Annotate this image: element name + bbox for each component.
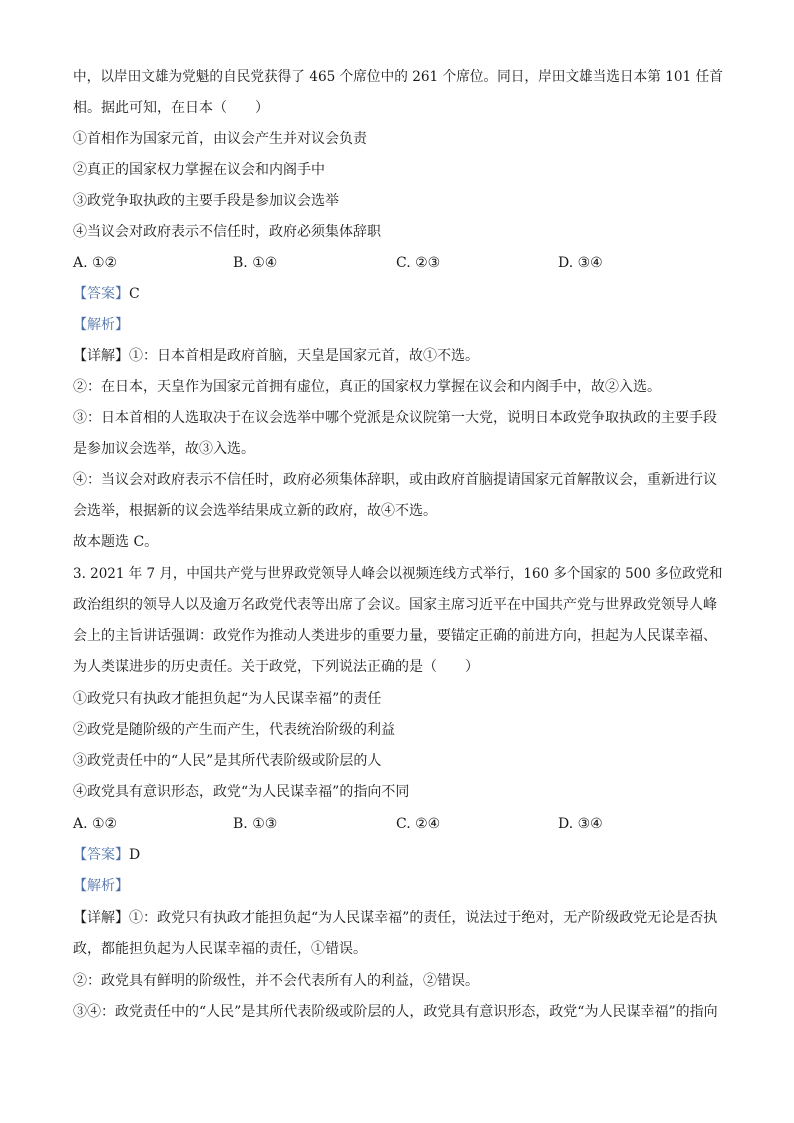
q3-statement-3: ③政党责任中的“人民”是其所代表阶级或阶层的人	[73, 753, 382, 769]
q3-stem-line-1: 3. 2021 年 7 月，中国共产党与世界政党领导人峰会以视频连线方式举行，160 多个国家的 500 多位政党和	[73, 566, 723, 582]
q2-detail-line-2: ②：在日本，天皇作为国家元首拥有虚位，真正的国家权力掌握在议会和内阁手中，故②入选。	[73, 379, 661, 395]
q2-detail-line-7: 故本题选 C。	[73, 534, 159, 550]
q3-stem-line-4: 为人类谋进步的历史责任。关于政党，下列说法正确的是（ ）	[73, 659, 479, 675]
q2-option-b: B. ①④	[233, 255, 278, 271]
q2-detail-line-4: 是参加议会选举，故③入选。	[73, 441, 255, 457]
q2-analysis-tag: 【解析】	[73, 317, 129, 333]
q3-answer-tag: 【答案】	[73, 847, 129, 863]
q2-answer-value: C	[129, 286, 140, 302]
q3-option-b: B. ①③	[233, 816, 278, 832]
q2-option-d: D. ③④	[558, 255, 603, 271]
q3-answer	[73, 845, 140, 865]
q2-detail-line-5: ④：当议会对政府表示不信任时，政府必须集体辞职，或由政府首脑提请国家元首解散议会，重新进行议	[73, 472, 717, 488]
q2-option-c: C. ②③	[396, 255, 441, 271]
q3-detail-line-4: ③④：政党责任中的“人民”是其所代表阶级或阶层的人，政党具有意识形态，政党“为人民谋幸福”的指向	[73, 1004, 718, 1020]
q2-stem-line-1: 中，以岸田文雄为党魁的自民党获得了 465 个席位中的 261 个席位。同日，岸田文雄当选日本第 101 任首	[73, 69, 723, 85]
q2-statement-2: ②真正的国家权力掌握在议会和内阁手中	[73, 162, 325, 178]
q3-answer-value: D	[129, 847, 141, 863]
q3-detail-line-1: 【详解】①：政党只有执政才能担负起“为人民谋幸福”的责任，说法过于绝对，无产阶级政党无论是否执	[73, 910, 718, 926]
q2-detail-line-3: ③：日本首相的人选取决于在议会选举中哪个党派是众议院第一大党，说明日本政党争取执政的主要手段	[73, 410, 717, 426]
q3-statement-4: ④政党具有意识形态，政党“为人民谋幸福”的指向不同	[73, 784, 410, 800]
q3-analysis-tag: 【解析】	[73, 878, 129, 894]
q2-option-a: A. ①②	[73, 255, 118, 271]
q3-option-a: A. ①②	[73, 816, 118, 832]
q2-detail-line-6: 会选举，根据新的议会选举结果成立新的政府，故④不选。	[73, 503, 437, 519]
q3-detail-line-3: ②：政党具有鲜明的阶级性，并不会代表所有人的利益，②错误。	[73, 973, 479, 989]
q2-statement-3: ③政党争取执政的主要手段是参加议会选举	[73, 193, 339, 209]
q3-options	[73, 814, 723, 834]
q3-statement-2: ②政党是随阶级的产生而产生，代表统治阶级的利益	[73, 722, 395, 738]
q3-stem-line-3: 会上的主旨讲话强调：政党作为推动人类进步的重要力量，要锚定正确的前进方向，担起为人民谋幸福、	[73, 628, 717, 644]
q2-statement-1: ①首相作为国家元首，由议会产生并对议会负责	[73, 131, 367, 147]
q3-statement-1: ①政党只有执政才能担负起“为人民谋幸福”的责任	[73, 691, 382, 707]
q3-option-d: D. ③④	[558, 816, 603, 832]
q2-statement-4: ④当议会对政府表示不信任时，政府必须集体辞职	[73, 224, 381, 240]
q3-option-c: C. ②④	[396, 816, 441, 832]
q3-stem-line-2: 政治组织的领导人以及逾万名政党代表等出席了会议。国家主席习近平在中国共产党与世界政党领导人峰	[73, 597, 717, 613]
q2-stem-line-2: 相。据此可知，在日本（ ）	[73, 100, 269, 116]
q2-options	[73, 253, 723, 273]
q2-answer-tag: 【答案】	[73, 286, 129, 302]
q3-detail-line-2: 政，都能担负起为人民谋幸福的责任，①错误。	[73, 941, 367, 957]
q2-answer	[73, 284, 140, 304]
q2-detail-line-1: 【详解】①：日本首相是政府首脑，天皇是国家元首，故①不选。	[73, 348, 479, 364]
